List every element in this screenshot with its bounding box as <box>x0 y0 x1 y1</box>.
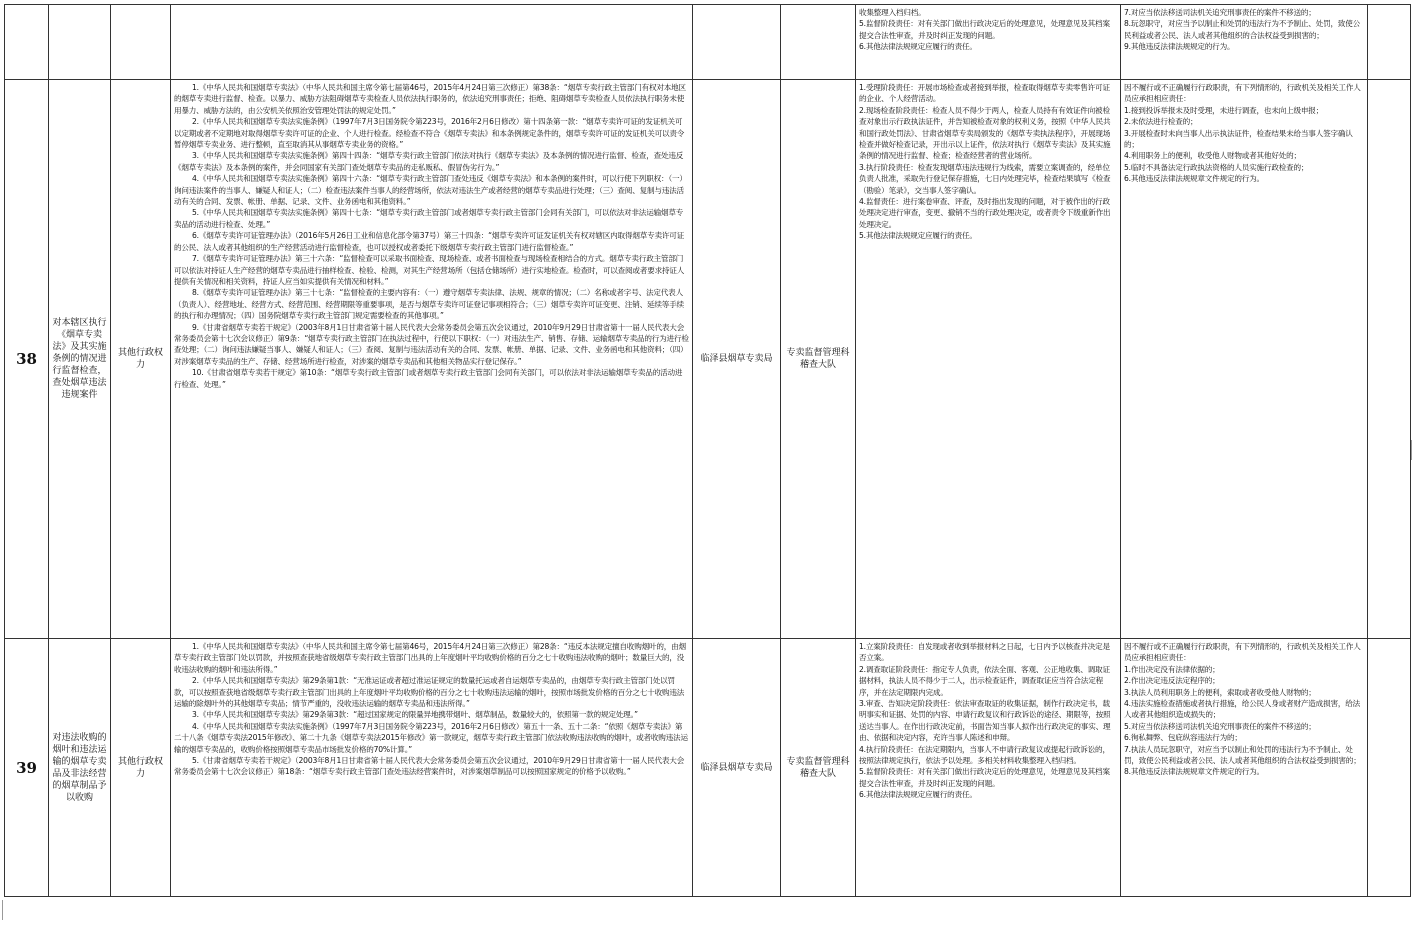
paragraph: 9.其他违反法律法规规定的行为。 <box>1124 42 1235 52</box>
paragraph: 4.违法实施检查措施或者执行措施，给公民人身或者财产造成损害，给法人或者其他组织造成损失的； <box>1124 699 1361 720</box>
paragraph: 1.作出决定没有法律依据的； <box>1124 664 1220 674</box>
paragraph: 1.受理阶段责任：开展市场检查或者接到举报，检查取得烟草专卖零售许可证的企业、个人经营活动。 <box>859 83 1110 104</box>
legal-basis <box>171 5 693 80</box>
item-name: 对本辖区执行《烟草专卖法》及其实施条例的情况进行监督检查，查处烟草违法违规案件 <box>49 80 111 639</box>
row-number <box>5 5 49 80</box>
paragraph: 7.执法人员玩忽职守，对应当予以制止和处罚的违法行为不予制止、处罚，致使公民利益或者公民、法人或者其他组织的合法权益受到损害的； <box>1124 744 1361 766</box>
paragraph: 1.立案阶段责任：自发现或者收到举报材料之日起，七日内予以核查并决定是否立案。 <box>859 642 1110 663</box>
row-number: 38 <box>5 80 49 639</box>
row-number: 39 <box>5 639 49 897</box>
paragraph: 2.调查取证阶段责任：指定专人负责，依法全面、客观、公正地收集、调取证据材料，执法人员不得少于二人，出示检查证件，调查取证应当符合法定程序，并在法定期限内完成。 <box>859 664 1110 697</box>
accountability-cases <box>1121 639 1368 897</box>
paragraph: 收集整理入档归档。 <box>859 8 926 17</box>
paragraph: 5.对应当依法移送司法机关追究刑事责任的案件不移送的； <box>1124 721 1316 731</box>
power-category: 其他行政权力 <box>111 639 171 897</box>
paragraph: 4.《中华人民共和国烟草专卖法实施条例》第四十六条：“烟草专卖行政主管部门查处违反《烟草专卖法》和本条例的案件时，可以行使下列职权：（一）询问违法案件的当事人、嫌疑人和证人；（二）检查违法案件当事人的经营场所，依法对违法生产或者经营的烟草专卖品进行处理；（三）查阅、复制与违法活动有关的合同、发票、帐册、单据、记录、文件、业务函电和其他资料。” <box>174 174 687 207</box>
paragraph: 8.其他违反法律法规规章文件规定的行为。 <box>1124 767 1264 777</box>
legal-basis <box>171 639 693 897</box>
paragraph: 6.其他违反法律法规规章文件规定的行为。 <box>1124 174 1264 184</box>
paragraph: 4.执行阶段责任：在法定期限内，当事人不申请行政复议或提起行政诉讼的，按照法律规定执行，依法予以处理。多相关材料收集整理入档归档。 <box>859 744 1110 766</box>
paragraph: 6.徇私舞弊、包庇纵容违法行为的； <box>1124 733 1242 743</box>
paragraph: 7.对应当依法移送司法机关追究刑事责任的案件不移送的； <box>1124 8 1316 17</box>
responsible-department: 专卖监督管理科稽查大队 <box>781 639 856 897</box>
paragraph: 7.《烟草专卖许可证管理办法》第三十六条：“监督检查可以采取书面检查、现场检查、或者书面检查与现场检查相结合的方式。烟草专卖行政主管部门可以依法对持证人生产经营的烟草专卖品进行抽样检查、检验、检测，对其生产经营场所（包括仓储场所）进行实地检查。检查时，可以查阅或者要求持证人提供有关情况和相关资料，持证人应当如实提供有关情况和材料。” <box>174 254 685 286</box>
paragraph: 10.《甘肃省烟草专卖若干规定》第10条：“烟草专卖行政主管部门或者烟草专卖行政主管部门会同有关部门，可以依法对非法运输烟草专卖品的活动进行检查、处理。” <box>174 368 683 389</box>
paragraph: 5.监督阶段责任：对有关部门做出行政决定后的处理意见，处理意见及其档案提交合法性审查，并及时纠正发现的问题。 <box>859 19 1110 40</box>
paragraph: 1.《中华人民共和国烟草专卖法》（中华人民共和国主席令第七届第46号，2015年4月24日第三次修正）第28条：“违反本法规定擅自收购烟叶的，由烟草专卖行政主管部门处以罚款，并按照查获地省级烟草专卖行政主管部门出具的上年度烟叶平均收购价格的百分之七十收购违法收购的烟叶；数量巨大的，没收违法收购的烟叶和违法所得。” <box>174 642 686 674</box>
item-name: 对违法收购的烟叶和违法运输的烟草专卖品及非法经营的烟草制品予以收购 <box>49 639 111 897</box>
power-category <box>111 5 171 80</box>
page-corner-mark <box>2 900 13 920</box>
duty-stages <box>856 80 1121 639</box>
paragraph: 因不履行或不正确履行行政职责，有下列情形的，行政机关及相关工作人员应承担相应责任： <box>1124 83 1361 104</box>
duty-stages <box>856 5 1121 80</box>
paragraph: 5.监督阶段责任：对有关部门做出行政决定后的处理意见，处理意见及其档案提交合法性审查，并及时纠正发现的问题。 <box>859 767 1110 788</box>
implementing-agency <box>693 5 781 80</box>
paragraph: 8.《烟草专卖许可证管理办法》第三十七条：“监督检查的主要内容有：（一）遵守烟草专卖法律、法规、规章的情况；（二）名称或者字号、法定代表人（负责人）、经营地址、经营方式、经营范围、经营期限等重要事项，是否与烟草专卖许可证登记事项相符合；（三）烟草专卖许可证变更、注销、延续等手续的执行和办理情况；（四）国务院烟草专卖行政主管部门规定需要检查的其他事项。” <box>174 288 684 321</box>
page-edge-mark <box>1411 440 1412 460</box>
remarks-cell <box>1368 639 1411 897</box>
table-row <box>5 80 1411 639</box>
paragraph: 5.其他法律法规规定应履行的责任。 <box>859 231 977 241</box>
paragraph: 1.接到投诉举报未及时受理，未进行调查，也未向上级申报； <box>1124 105 1324 115</box>
paragraph: 3.执法人员利用职务上的便利，索取或者收受他人财物的； <box>1124 687 1316 697</box>
paragraph: 2.现场检查阶段责任：检查人员不得少于两人，检查人员持有有效证件向被检查对象出示行政执法证件，并告知被检查对象的权利义务，按照《中华人民共和国行政处罚法》、甘肃省烟草专卖局颁发的《烟草专卖执法程序》，开展现场检查并做好检查记录，开出示以上证件，依法对执行《烟草专卖法》及其实施条例的情况进行监督、检查；检查经营者的营业场所。 <box>859 105 1111 161</box>
paragraph: 3.审查、告知决定阶段责任：依法审查取证的收集证据，制作行政决定书，载明事实和证据、处罚的内容、申请行政复议和行政诉讼的途径、期限等，按照送达当事人。在作出行政决定前，书面告知当事人拟作出行政决定的事实、理由、依据和决定内容，充许当事人陈述和申辩。 <box>859 699 1111 743</box>
legal-basis <box>171 80 693 639</box>
paragraph: 5.《中华人民共和国烟草专卖法实施条例》第四十七条：“烟草专卖行政主管部门或者烟草专卖行政主管部门会同有关部门，可以依法对非法运输烟草专卖品的活动进行检查、处理。” <box>174 208 684 229</box>
paragraph: 2.《中华人民共和国烟草专卖法实施条例》（1997年7月3日国务院令第223号，2016年2月6日修改）第十四条第一款：“烟草专卖许可证的发证机关可以定期或者不定期地对取得烟草专卖许可证的企业、个人进行检查。经检查不符合《烟草专卖法》和本条例规定条件的，烟草专卖许可证的发证机关可以责令暂停烟草专卖业务、进行整顿，直至取消其从事烟草专卖业务的资格。” <box>174 117 685 150</box>
table-row <box>5 5 1411 80</box>
paragraph: 4.监督责任：进行案卷审查、评查，及时指出发现的问题，对于被作出的行政处理决定进行审查，变更、撤销不当的行政处理决定，或者责令下级重新作出处理决定。 <box>859 197 1111 229</box>
accountability-cases <box>1121 80 1368 639</box>
paragraph: 4.利用职务上的便利，收受他人财物或者其他好处的； <box>1124 151 1301 161</box>
power-list-table <box>4 4 1411 897</box>
remarks-cell <box>1368 5 1411 80</box>
paragraph: 6.《烟草专卖许可证管理办法》（2016年5月26日工业和信息化部令第37号）第三十四条：“烟草专卖许可证发证机关有权对辖区内取得烟草专卖许可证的公民、法人或者其他组织的生产经营活动进行监督检查，也可以授权或者委托下级烟草专卖行政主管部门进行监督检查。” <box>174 231 685 252</box>
remarks-cell <box>1368 80 1411 639</box>
paragraph: 2.未依法进行检查的； <box>1124 117 1198 127</box>
paragraph: 2.作出决定违反法定程序的； <box>1124 676 1220 686</box>
paragraph: 1.《中华人民共和国烟草专卖法》（中华人民共和国主席令第七届第46号，2015年4月24日第三次修正）第38条：“烟草专卖行政主管部门有权对本地区的烟草专卖进行监督、检查。以暴力、威胁方法阻碍烟草专卖检查人员依法执行职务的，依法追究刑事责任；拒绝、阻碍烟草专卖检查人员依法执行职务未使用暴力、威胁方法的，由公安机关依照治安管理处罚法的规定处罚。” <box>174 83 686 115</box>
paragraph: 3.《中华人民共和国烟草专卖法》第29条第3款：“超过国家规定的限量异地携带烟叶、烟草制品，数量较大的，依照第一款的规定处理。” <box>192 710 638 720</box>
responsible-department: 专卖监督管理科稽查大队 <box>781 80 856 639</box>
accountability-cases <box>1121 5 1368 80</box>
paragraph: 3.《中华人民共和国烟草专卖法实施条例》第四十四条：“烟草专卖行政主管部门依法对执行《烟草专卖法》及本条例的情况进行监督、检查，查处违反《烟草专卖法》及本条例的案件，并会同国家有关部门查处烟草专卖品的走私贩私、假冒伪劣行为。” <box>174 151 684 172</box>
paragraph: 5.临时不具备法定行政执法资格的人员实施行政检查的； <box>1124 162 1309 172</box>
paragraph: 4.《中华人民共和国烟草专卖法实施条例》（1997年7月3日国务院令第223号，2016年2月6日修改）第五十一条、五十二条：“依照《烟草专卖法》第二十八条《烟草专卖法2015年修改》、第二十九条《烟草专卖法2015年修改》第一款规定，烟草专卖行政主管部门依法收购违法收购的烟叶，或者收购违法运输的烟草专卖品的，收购价格按照烟草专卖品市场批发价格的70%计算。” <box>174 721 688 754</box>
implementing-agency: 临泽县烟草专卖局 <box>693 639 781 897</box>
paragraph: 3.开展检查时未向当事人出示执法证件，检查结果未给当事人签字确认的； <box>1124 128 1353 150</box>
table-row <box>5 639 1411 897</box>
paragraph: 因不履行或不正确履行行政职责，有下列情形的，行政机关及相关工作人员应承担相应责任： <box>1124 642 1361 663</box>
paragraph: 3.执行阶段责任：检查发现烟草违法违规行为线索，需要立案调查的，经单位负责人批准，采取先行登记保存措施，七日内处理完毕，检查结果填写《检查（勘验）笔录》，交当事人签字确认。 <box>859 162 1111 195</box>
paragraph: 6.其他法律法规规定应履行的责任。 <box>859 790 977 800</box>
paragraph: 2.《中华人民共和国烟草专卖法》第29条第1款：“无准运证或者超过准运证规定的数量托运或者自运烟草专卖品的，由烟草专卖行政主管部门处以罚款，可以按照查获地省级烟草专卖行政主管部门出具的上年度烟叶平均收购价格的百分之七十收购违法运输的烟叶，按照市场批发价格的百分之七十收购违法运输的除烟叶外的其他烟草专卖品；情节严重的，没收违法运输的烟草专卖品和违法所得。” <box>174 676 685 709</box>
duty-stages <box>856 639 1121 897</box>
paragraph: 8.玩忽职守，对应当予以制止和处罚的违法行为不予制止、处罚，致使公民利益或者公民、法人或者其他组织的合法权益受到损害的； <box>1124 19 1361 40</box>
responsible-department <box>781 5 856 80</box>
power-category: 其他行政权力 <box>111 80 171 639</box>
item-name <box>49 5 111 80</box>
paragraph: 9.《甘肃省烟草专卖若干规定》（2003年8月1日甘肃省第十届人民代表大会常务委员会第五次会议通过，2010年9月29日甘肃省第十一届人民代表大会常务委员会第十七次会议修正）第9条：“烟草专卖行政主管部门在执法过程中，行使以下职权：（一）对违法生产、销售、存储、运输烟草专卖品的行为进行检查处理；（二）询问违法嫌疑当事人、嫌疑人和证人；（三）查阅、复制与违法活动有关的合同、发票、帐册、单据、记录、文件、业务函电和其他资料；（四）对涉案烟草专卖品的生产、存储、经营场所进行检查，对涉案的烟草专卖品和其他相关物品实行登记保存。” <box>174 322 689 366</box>
paragraph: 5.《甘肃省烟草专卖若干规定》（2003年8月1日甘肃省第十届人民代表大会常务委员会第五次会议通过，2010年9月29日甘肃省第十一届人民代表大会常务委员会第十七次会议修正）第18条：“烟草专卖行政主管部门查处违法经营案件时，对涉案烟草制品可以按照国家规定的价格予以收购。” <box>174 756 685 777</box>
paragraph: 6.其他法律法规规定应履行的责任。 <box>859 42 977 52</box>
implementing-agency: 临泽县烟草专卖局 <box>693 80 781 639</box>
